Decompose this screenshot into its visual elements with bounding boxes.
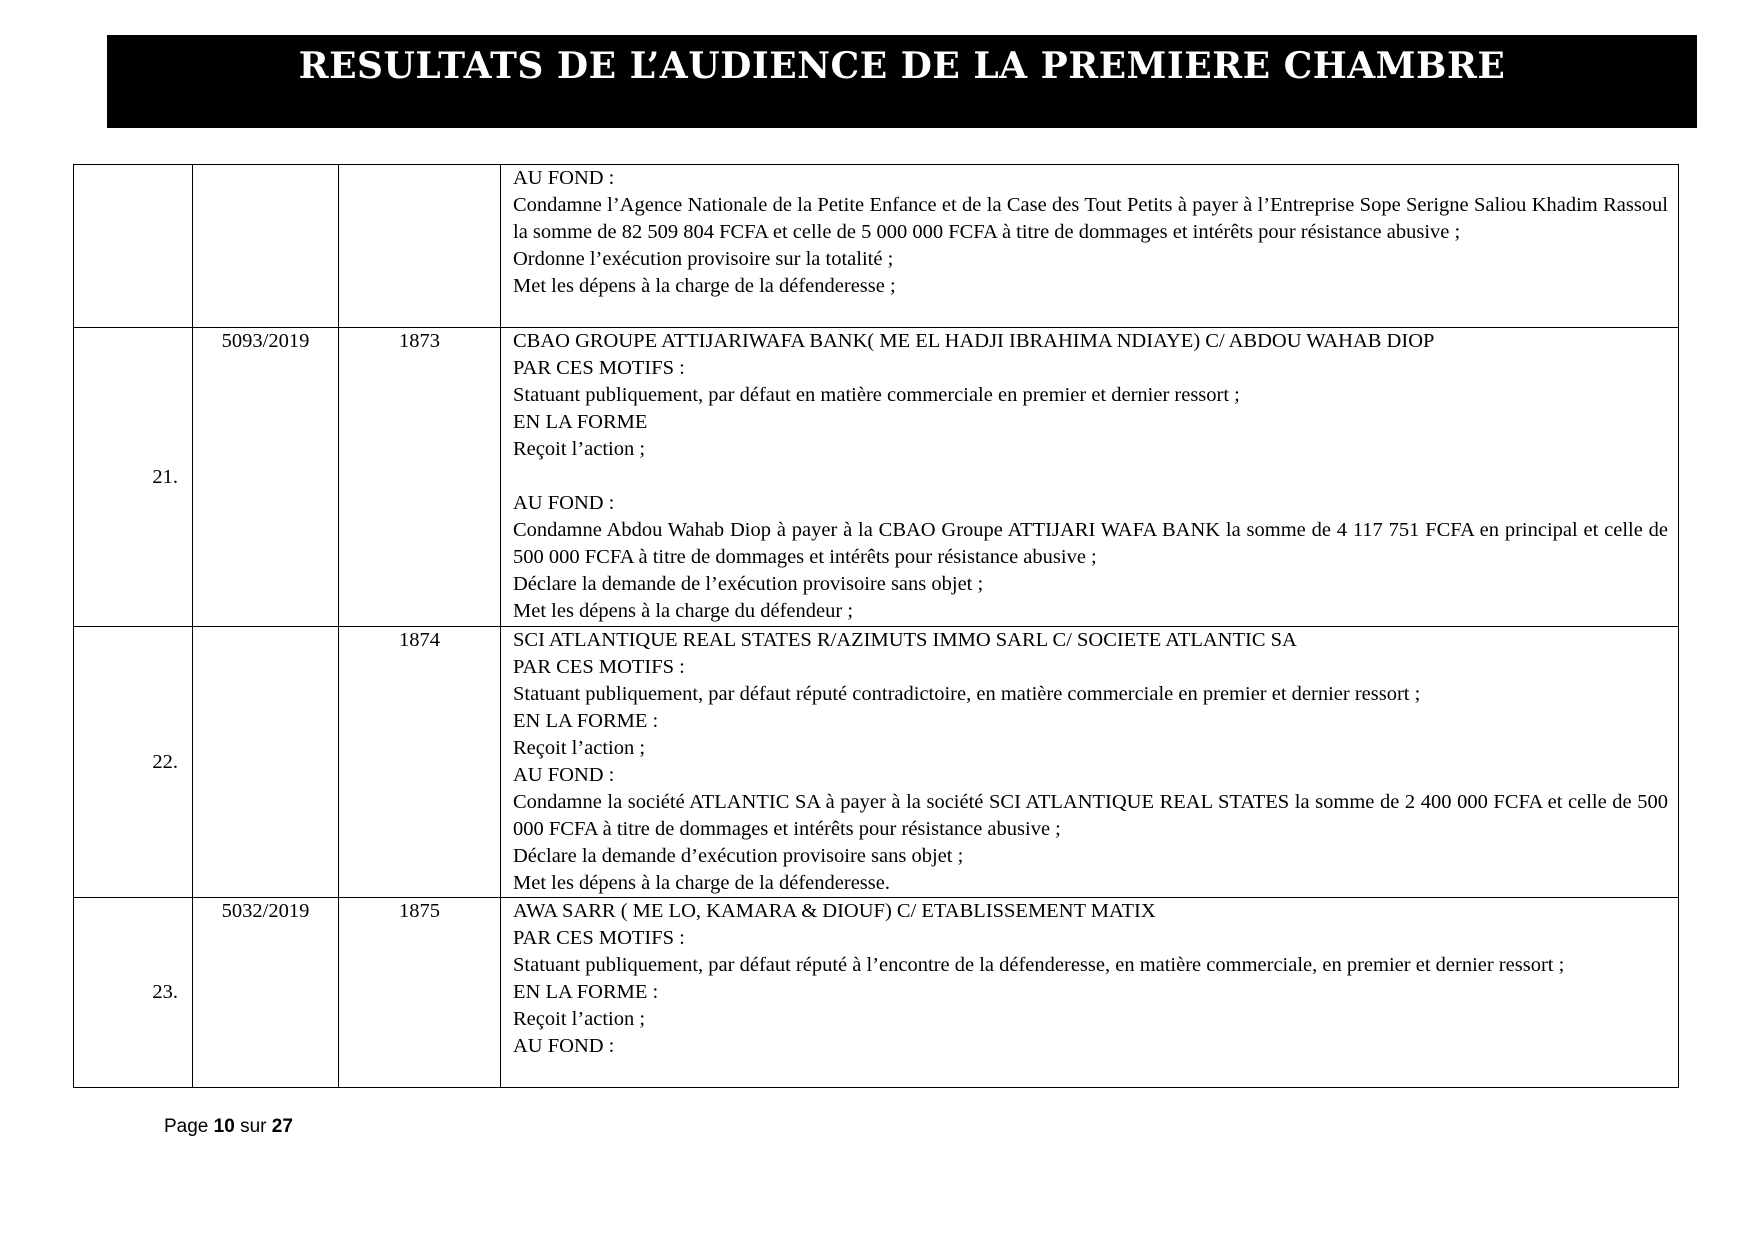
ruling-line: Reçoit l’action ; (513, 438, 646, 460)
ruling-line: Statuant publiquement, par défaut en matière commerciale en premier et dernier ressort ; (513, 384, 1240, 406)
dossier-number (193, 165, 339, 328)
ruling-line: Reçoit l’action ; (513, 737, 646, 759)
ruling-line: Statuant publiquement, par défaut réputé à l’encontre de la défenderesse, en matière commerciale, en premier et dernier ressort ; (513, 954, 1565, 976)
page-label: Page (164, 1116, 209, 1137)
row-number: 21. (74, 328, 193, 627)
ruling-line: EN LA FORME (513, 411, 648, 433)
results-table (73, 164, 1679, 1088)
case-parties: AWA SARR ( ME LO, KAMARA & DIOUF) C/ ETABLISSEMENT MATIX (513, 900, 1156, 922)
ruling-line: Déclare la demande d’exécution provisoire sans objet ; (513, 845, 964, 867)
decision-number (339, 165, 501, 328)
row-number: 23. (74, 898, 193, 1088)
ruling-line: Condamne l’Agence Nationale de la Petite Enfance et de la Case des Tout Petits à payer à l’Entreprise Sope Serigne Saliou Khadim Rassoul la somme de 82 509 804 FCFA et celle de 5 000 000 FCFA à titre de dommages et intérêts pour résistance abusive ; (513, 194, 1668, 243)
page-header-banner (107, 35, 1697, 128)
table-row (74, 627, 1679, 898)
table-row (74, 898, 1679, 1088)
ruling-line (513, 463, 1668, 490)
ruling-line: Met les dépens à la charge du défendeur ; (513, 600, 854, 622)
table-row (74, 328, 1679, 627)
ruling-line: AU FOND : (513, 764, 615, 786)
decision-number: 1875 (339, 898, 501, 1088)
ruling-line: Ordonne l’exécution provisoire sur la totalité ; (513, 248, 894, 270)
ruling-line: PAR CES MOTIFS : (513, 656, 685, 678)
ruling-line: EN LA FORME : (513, 710, 659, 732)
decision-number: 1874 (339, 627, 501, 898)
page-title: RESULTATS DE L’AUDIENCE DE LA PREMIERE CHAMBRE (298, 45, 1506, 87)
ruling-text (501, 898, 1679, 1088)
case-parties: CBAO GROUPE ATTIJARIWAFA BANK( ME EL HADJI IBRAHIMA NDIAYE) C/ ABDOU WAHAB DIOP (513, 330, 1435, 352)
row-number (74, 165, 193, 328)
ruling-line: Met les dépens à la charge de la défenderesse. (513, 872, 890, 894)
dossier-number: 5032/2019 (193, 898, 339, 1088)
page-separator: sur (240, 1116, 267, 1137)
page-footer (164, 1116, 293, 1138)
page-current: 10 (213, 1116, 235, 1137)
ruling-text (501, 627, 1679, 898)
case-parties: SCI ATLANTIQUE REAL STATES R/AZIMUTS IMMO SARL C/ SOCIETE ATLANTIC SA (513, 629, 1297, 651)
ruling-line: AU FOND : (513, 1035, 615, 1057)
ruling-line: PAR CES MOTIFS : (513, 357, 685, 379)
dossier-number: 5093/2019 (193, 328, 339, 627)
page-total: 27 (271, 1116, 293, 1137)
ruling-line: Reçoit l’action ; (513, 1008, 646, 1030)
ruling-line: Condamne la société ATLANTIC SA à payer à la société SCI ATLANTIQUE REAL STATES la somme de 2 400 000 FCFA et celle de 500 000 FCFA à titre de dommages et intérêts pour résistance abusive ; (513, 791, 1668, 840)
ruling-line: AU FOND : (513, 167, 615, 189)
ruling-text (501, 328, 1679, 627)
ruling-line: Condamne Abdou Wahab Diop à payer à la CBAO Groupe ATTIJARI WAFA BANK la somme de 4 117 751 FCFA en principal et celle de 500 000 FCFA à titre de dommages et intérêts pour résistance abusive ; (513, 519, 1668, 568)
row-number: 22. (74, 627, 193, 898)
dossier-number (193, 627, 339, 898)
ruling-line: AU FOND : (513, 492, 615, 514)
ruling-line: EN LA FORME : (513, 981, 659, 1003)
ruling-text (501, 165, 1679, 328)
ruling-line: Met les dépens à la charge de la défenderesse ; (513, 275, 896, 297)
ruling-line: Déclare la demande de l’exécution provisoire sans objet ; (513, 573, 984, 595)
ruling-line: PAR CES MOTIFS : (513, 927, 685, 949)
decision-number: 1873 (339, 328, 501, 627)
table-row (74, 165, 1679, 328)
ruling-line: Statuant publiquement, par défaut réputé contradictoire, en matière commerciale en premier et dernier ressort ; (513, 683, 1421, 705)
